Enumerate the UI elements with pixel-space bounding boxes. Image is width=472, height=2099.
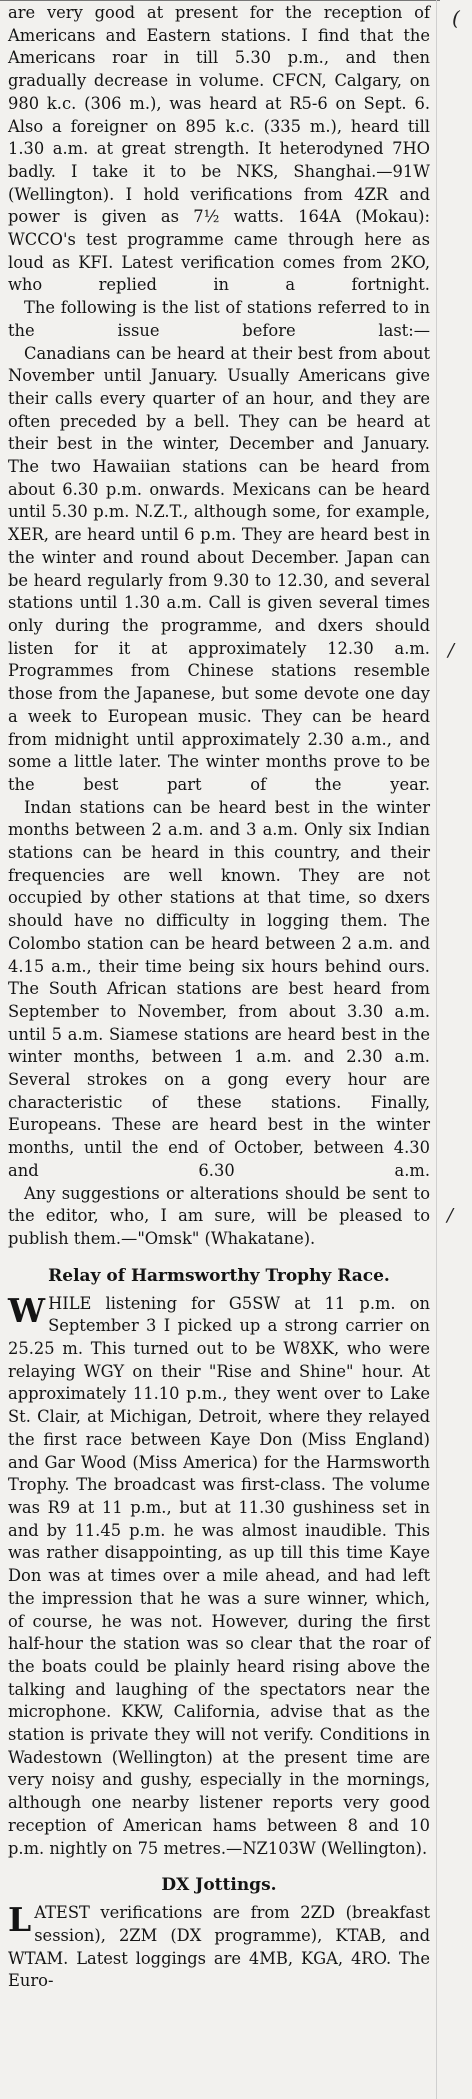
paragraph-reception: are very good at present for the reception of Americans and Eastern stations. I find that the Americans roar in till 5.30 p.m., and then gradually decrease in volume. CFCN, Calgary, on 980 k.c. (306 m.), was heard at R5-6 on Sept. 6. Also a foreigner on 895 k.c. (335 m.), heard till 1.30 a.m. at great strength. It heterodyned 7HO badly. I take it to be NKS, Shanghai.—91W (Wellington). I hold verifications from 4ZR and power is given as 7½ watts. 164A (Mokau): WCCO's test programme came through here as loud as KFI. Latest verification comes from 2KO, who replied in a fortnight.	[8, 3, 430, 295]
paragraph-jottings: LATEST verifications are from 2ZD (breakfast session), 2ZM (DX programme), KTAB, and WTAM. Latest loggings are 4MB, KGA, 4RO. The Euro-	[8, 1900, 430, 1991]
paragraph-relay: WHILE listening for G5SW at 11 p.m. on September 3 I picked up a strong carrier on 25.25 m. This turned out to be W8XK, who were relaying WGY on their "Rise and Shine" hour. At approximately 11.10 p.m., they went over to Lake St. Clair, at Michigan, Detroit, where they relayed the first race between Kaye Don (Miss England) and Gar Wood (Miss America) for the Harmsworth Trophy. The broadcast was first-class. The volume was R9 at 11 p.m., but at 11.30 gushiness set in and by 11.45 p.m. he was almost inaudible. This was rather disappointing, as up till this time Kaye Don was at times over a mile ahead, and had left the impression that he was a sure winner, which, of course, he was not. However, during the first half-hour the station was so clear that the roar of the boats could be plainly heard rising above the talking and laughing of the spectators near the microphone. KKW, California, advise that as the station is private they will not verify. Conditions in Wadestown (Wellington) at the present time are very noisy and gushy, especially in the mornings, although one nearby listener reports very good reception of American hams between 8 and 10 p.m. nightly on 75 metres.—NZ103W (Wellington).	[8, 1290, 430, 1858]
paragraph-suggestions: Any suggestions or alterations should be sent to the editor, who, I am sure, will be pleased to publish them.—"Omsk" (Whakatane).	[8, 1183, 430, 1248]
column-rule	[436, 0, 437, 2099]
paragraph-indian: Indan stations can be heard best in the winter months between 2 a.m. and 3 a.m. Only six Indian stations can be heard in this country, and their frequencies are well known. They are not occupied by other stations at that time, so dxers should have no difficulty in logging them. The Colombo station can be heard between 2 a.m. and 4.15 a.m., their time being six hours behind ours. The South African stations are best heard from September to November, from about 3.30 a.m. until 5 a.m. Siamese stations are heard best in the winter months, between 1 a.m. and 2.30 a.m. Several strokes on a gong every hour are characteristic of these stations. Finally, Europeans. These are heard best in the winter months, until the end of October, between 4.30 and 6.30 a.m.	[8, 797, 430, 1180]
paragraph-canadians: Canadians can be heard at their best from about November until January. Usually Americans give their calls every quarter of an hour, and they are often preceded by a bell. They can be heard at their best in the winter, December and January. The two Hawaiian stations can be heard from about 6.30 p.m. onwards. Mexicans can be heard until 5.30 p.m. N.Z.T., although some, for example, XER, are heard until 6 p.m. They are heard best in the winter and round about December. Japan can be heard regularly from 9.30 to 12.30, and several stations until 1.30 a.m. Call is given several times only during the programme, and dxers should listen for it at approximately 12.30 a.m. Programmes from Chinese stations resemble those from the Japanese, but some devote one day a week to European music. They can be heard from midnight until approximately 2.30 a.m., and some a little later. The winter months prove to be the best part of the year.	[8, 343, 430, 794]
margin-mark: /	[447, 1205, 454, 1226]
heading-dx-jottings: DX Jottings.	[161, 1875, 277, 1896]
margin-mark: /	[448, 640, 455, 661]
heading-relay: Relay of Harmsworthy Trophy Race.	[48, 1265, 390, 1286]
margin-mark: (	[452, 6, 460, 30]
news-column	[8, 2, 430, 1993]
top-border	[0, 0, 440, 1]
paragraph-list-intro: The following is the list of stations referred to in the issue before last:—	[8, 298, 430, 340]
